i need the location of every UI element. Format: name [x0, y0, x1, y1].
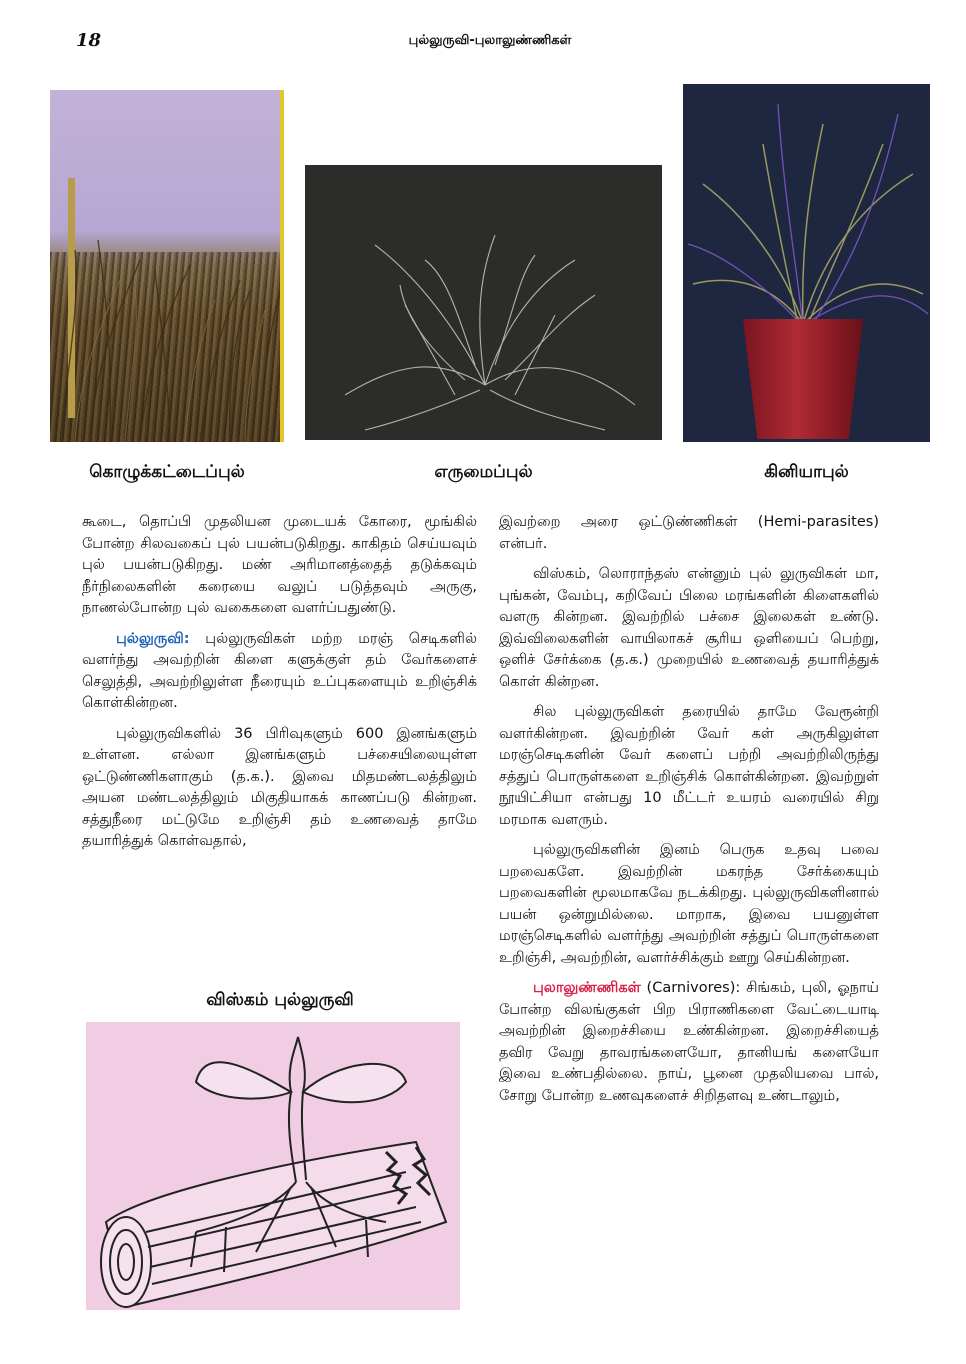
paragraph: புல்லுருவிகளின் இனம் பெருக உதவு பவை பறவைகளே. இவற்றின் மகரந்த சேர்க்கையும் பறவைகளின் மூலமாகவே நடக்கிறது. புல்லுருவிகளினால் பயன் ஒன்றுமில்லை. மாறாக, இவை பயனுள்ள மரஞ்செடிகளில் வளர்ந்து அவற்றின் சத்துப் பொருள்களை உறிஞ்சி, அவற்றின், வளர்ச்சிக்கும் ஊறு செய்கின்றன.: [499, 842, 879, 966]
term-pullurivi: புல்லுருவி:: [116, 630, 190, 647]
paragraph: கூடை, தொப்பி முதலியன முடையக் கோரை, மூங்கில் போன்ற சிலவகைப் புல் பயன்படுகிறது. காகிதம் செய்யவும் புல் பயன்படுகிறது. மண் அரிமானத்தைத் தடுக்கவும் நீர்நிலைகளின் கரையை வலுப் படுத்தவும் அருகு, நாணல்போன்ற புல் வகைகளை வளர்ப்பதுண்டு.: [82, 514, 477, 616]
flower-pot: [743, 319, 863, 439]
grass-photo-kozhukkattai: [50, 90, 284, 442]
grass-blades-illustration: [50, 90, 284, 442]
viscum-illustration: [86, 1022, 460, 1310]
figure-title: விஸ்கம் புல்லுருவி: [206, 990, 354, 1010]
photo-caption-1: கொழுக்கட்டைப்புல்: [89, 462, 245, 482]
grass-tuft-illustration: [305, 165, 662, 440]
paragraph-pullurivi: [82, 629, 477, 715]
mistletoe-on-branch-drawing: [86, 1022, 460, 1310]
page-number: 18: [76, 30, 102, 51]
grass-photo-erumai: [305, 165, 662, 440]
right-text-column: [499, 512, 879, 1116]
paragraph: இவற்றை அரை ஒட்டுண்ணிகள் (Hemi-parasites) என்பர்.: [499, 514, 879, 552]
photo-caption-3: கினியாபுல்: [764, 462, 849, 482]
photo-edge: [280, 90, 284, 442]
paragraph-text: புல்லுருவிகள் மற்ற மரஞ் செடிகளில் வளர்ந்து அவற்றின் கிளை களுக்குள் தம் வேர்களைச் செலுத்தி, அவற்றிலுள்ள நீரையும் உப்புகளையும் உறிஞ்சிக் கொள்கின்றன.: [82, 630, 477, 711]
paragraph: புல்லுருவிகளில் 36 பிரிவுகளும் 600 இனங்களும் உள்ளன. எல்லா இனங்களும் பச்சையிலையுள்ள ஒட்டுண்ணிகளாகும் (த.க.). இவை மிதமண்டலத்திலும் அயன மண்டலத்திலும் மிகுதியாகக் காணப்படு கின்றன. சத்துநீரை மட்டுமே உறிஞ்சி தம் உணவைத் தாமே தயாரித்துக் கொள்வதால்,: [82, 725, 477, 849]
paragraph-text: (Carnivores): சிங்கம், புலி, ஓநாய் போன்ற விலங்குகள் பிற பிராணிகளை வேட்டையாடி அவற்றின் இறைச்சியை உண்கின்றன. இறைச்சியைத் தவிர வேறு தாவரங்களையோ, தானியங் களையோ இவை உண்பதில்லை. நாய், பூனை முதலியவை பால், சோறு போன்ற உணவுகளைச் சிறிதளவு உண்டாலும்,: [499, 980, 879, 1104]
left-text-column: [82, 512, 477, 862]
running-title: புல்லுருவி-புலாலுண்ணிகள்: [408, 33, 572, 48]
term-pulalunnigal: புலாலுண்ணிகள்: [533, 980, 641, 996]
paragraph-carnivores: [499, 978, 879, 1107]
grass-photo-guinea: [683, 84, 930, 442]
photo-caption-2: எருமைப்புல்: [434, 462, 533, 482]
paragraph: விஸ்கம், லொராந்தஸ் என்னும் புல் லுருவிகள் மா, புங்கன், வேம்பு, கறிவேப் பிலை மரங்களின் கிளைகளில் வளரு கின்றன. இவற்றில் பச்சை இலைகள் உண்டு. இவ்விலைகளின் வாயிலாகச் சூரிய ஒளியைப் பெற்று, ஒளிச் சேர்க்கை (த.க.) முறையில் உணவைத் தயாரித்துக் கொள் கின்றன.: [499, 566, 879, 690]
paragraph: சில புல்லுருவிகள் தரையில் தாமே வேரூன்றி வளர்கின்றன. இவற்றின் வேர் கள் அருகிலுள்ள மரஞ்செடிகளின் வேர் களைப் பற்றி அவற்றிலிருந்து சத்துப் பொருள்களை உறிஞ்சிக் கொள்கின்றன. இவற்றுள் நூயிட்சியா என்பது 10 மீட்டர் உயரம் வரையில் சிறு மரமாக வளரும்.: [499, 704, 879, 828]
